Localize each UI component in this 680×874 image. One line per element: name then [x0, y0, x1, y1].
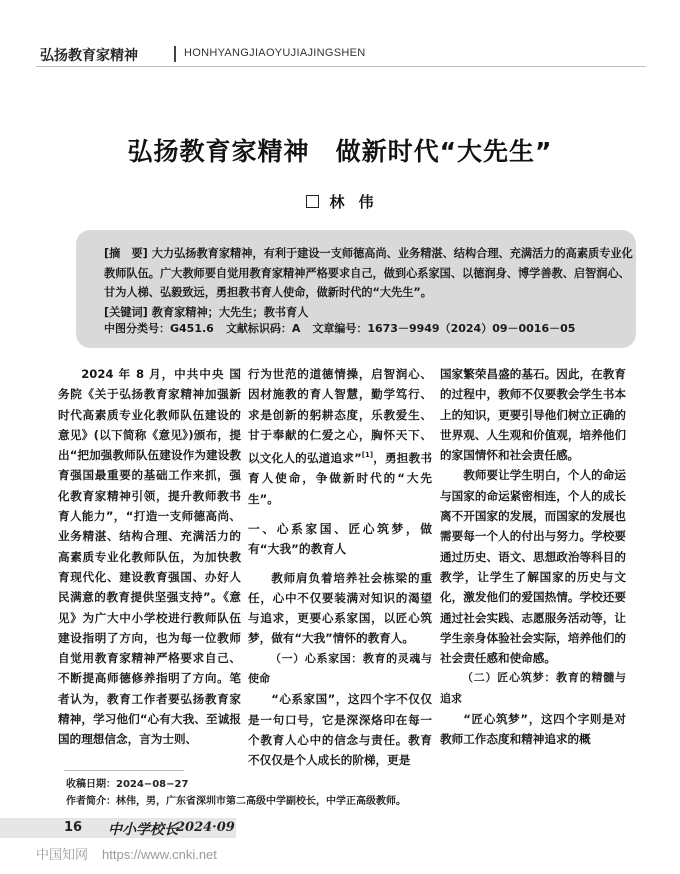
paragraph-text: ，勇担教书育人使命，争做新时代的“大先生”。	[248, 451, 432, 506]
issue-date: 2024·09	[176, 820, 235, 835]
received-label: 收稿日期：	[66, 779, 116, 790]
received-date: 2024−08−27	[116, 779, 189, 790]
author-info: 林伟，男，广东省深圳市第二高级中学副校长，中学正高级教师。	[116, 796, 406, 807]
doc-code-label: 文献标识码：	[225, 322, 292, 335]
page-number: 16	[64, 820, 83, 835]
doc-code-value: A	[291, 322, 301, 335]
title-part-1: 弘扬教育家精神	[127, 137, 310, 166]
paragraph: 国家繁荣昌盛的基石。因此，在教育的过程中，教师不仅要教会学生书本上的知识，更要引导他们树立正确的世界观、人生观和价值观，培养他们的家国情怀和社会责任感。	[440, 367, 626, 463]
magazine-name: 中小学校长	[108, 822, 178, 838]
author-info-label: 作者简介：	[66, 796, 116, 807]
body-column-3	[440, 364, 626, 750]
abstract-content	[104, 244, 634, 322]
article-no-label: 文章编号：	[312, 322, 368, 335]
running-header	[36, 44, 646, 67]
footnote	[66, 776, 406, 810]
cnki-name: 中国知网	[36, 848, 89, 863]
abstract-label: [摘 要]	[104, 247, 148, 260]
author-box-icon	[306, 195, 319, 208]
paragraph: 教师肩负着培养社会栋梁的重任，心中不仅要装满对知识的渴望与追求，更要心系家国，以匠心筑梦，做有“大我”情怀的教育人。	[248, 570, 432, 646]
article-no-value: 1673－9949（2024）09－0016－05	[367, 322, 576, 335]
section-heading: 一、心系家国、匠心筑梦，做有“大我”的教育人	[248, 521, 432, 557]
cnki-watermark	[36, 844, 217, 863]
abstract-text: 大力弘扬教育家精神，有利于建设一支师德高尚、业务精湛、结构合理、充满活力的高素质专业化教师队伍。广大教师要自觉用教育家精神严格要求自己，做到心系家国、以德润身、博学善教、启智润心、甘为人梯、弘毅致远，勇担教书育人使命，做新时代的“大先生”。	[104, 247, 633, 299]
column-pinyin: HONHYANGJIAOYUJIAJINGSHEN	[184, 47, 366, 59]
page-footer	[0, 818, 680, 838]
paragraph: “匠心筑梦”，这四个字则是对教师工作态度和精神追求的概	[440, 712, 626, 747]
column-tag: 弘扬教育家精神	[40, 48, 138, 64]
keywords-label: [关键词]	[104, 305, 148, 319]
author-given-name: 伟	[358, 193, 374, 211]
paragraph: 2024 年 8 月，中共中央 国务院《关于弘扬教育家精神加强新时代高素质专业化教师队伍建设的意见》(以下简称《意见》)颁布，提出“把加强教师队伍建设作为建设教育强国最重要的基础工作来抓，强化教育家精神引领，提升教师教书育人能力”，“打造一支师德高尚、业务精湛、结构合理、充满活力的高素质专业化教师队伍，为加快教育现代化、建设教育强国、办好人民满意的教育提供坚强支持”。《意见》为广大中小学校进行教师队伍建设指明了方向，也为每一位教师自觉用教育家精神严格要求自己、不断提高师德修养指明了方向。笔者认为，教育工作者要弘扬教育家精神，学习他们“心有大我、至诚报国的理想信念，言为士则、	[58, 367, 241, 747]
body-column-2	[248, 364, 432, 771]
author-line	[0, 191, 680, 212]
footnote-divider	[64, 770, 184, 771]
header-divider	[174, 46, 176, 62]
paragraph-text: 行为世范的道德情操，启智润心、因材施教的育人智慧，勤学笃行、求是创新的躬耕态度，乐教爱生、甘于奉献的仁爱之心，胸怀天下、以文化人的弘道追求”	[248, 367, 432, 466]
paragraph: “心系家国”，这四个字不仅仅是一句口号，它是深深烙印在每一个教育人心中的信念与责任。教育不仅仅是个人成长的阶梯，更是	[248, 692, 432, 768]
body-column-1	[58, 364, 241, 750]
keywords: 教育家精神；大先生；教书育人	[151, 305, 309, 319]
paragraph	[248, 364, 432, 509]
classification-line	[104, 320, 575, 336]
author-surname: 林	[329, 193, 345, 211]
subsection-heading: （二）匠心筑梦：教育的精髓与追求	[440, 671, 626, 705]
article-title	[0, 132, 680, 168]
clc-value: G451.6	[170, 322, 214, 335]
paragraph: 教师要让学生明白，个人的命运与国家的命运紧密相连，个人的成长离不开国家的发展，而国家的发展也需要每一个人的付出与努力。学校要通过历史、语文、思想政治等科目的教学，让学生了解国家的历史与文化，激发他们的爱国热情。学校还要通过社会实践、志愿服务活动等，让学生亲身体验社会实际，培养他们的社会责任感和使命感。	[440, 468, 626, 666]
title-part-2: 做新时代“大先生”	[335, 137, 553, 166]
subsection-heading: （一）心系家国：教育的灵魂与使命	[248, 651, 432, 686]
cnki-url: https://www.cnki.net	[102, 847, 217, 862]
abstract-box	[76, 230, 636, 348]
reference-marker: [1]	[361, 451, 374, 460]
clc-label: 中图分类号：	[104, 322, 170, 335]
